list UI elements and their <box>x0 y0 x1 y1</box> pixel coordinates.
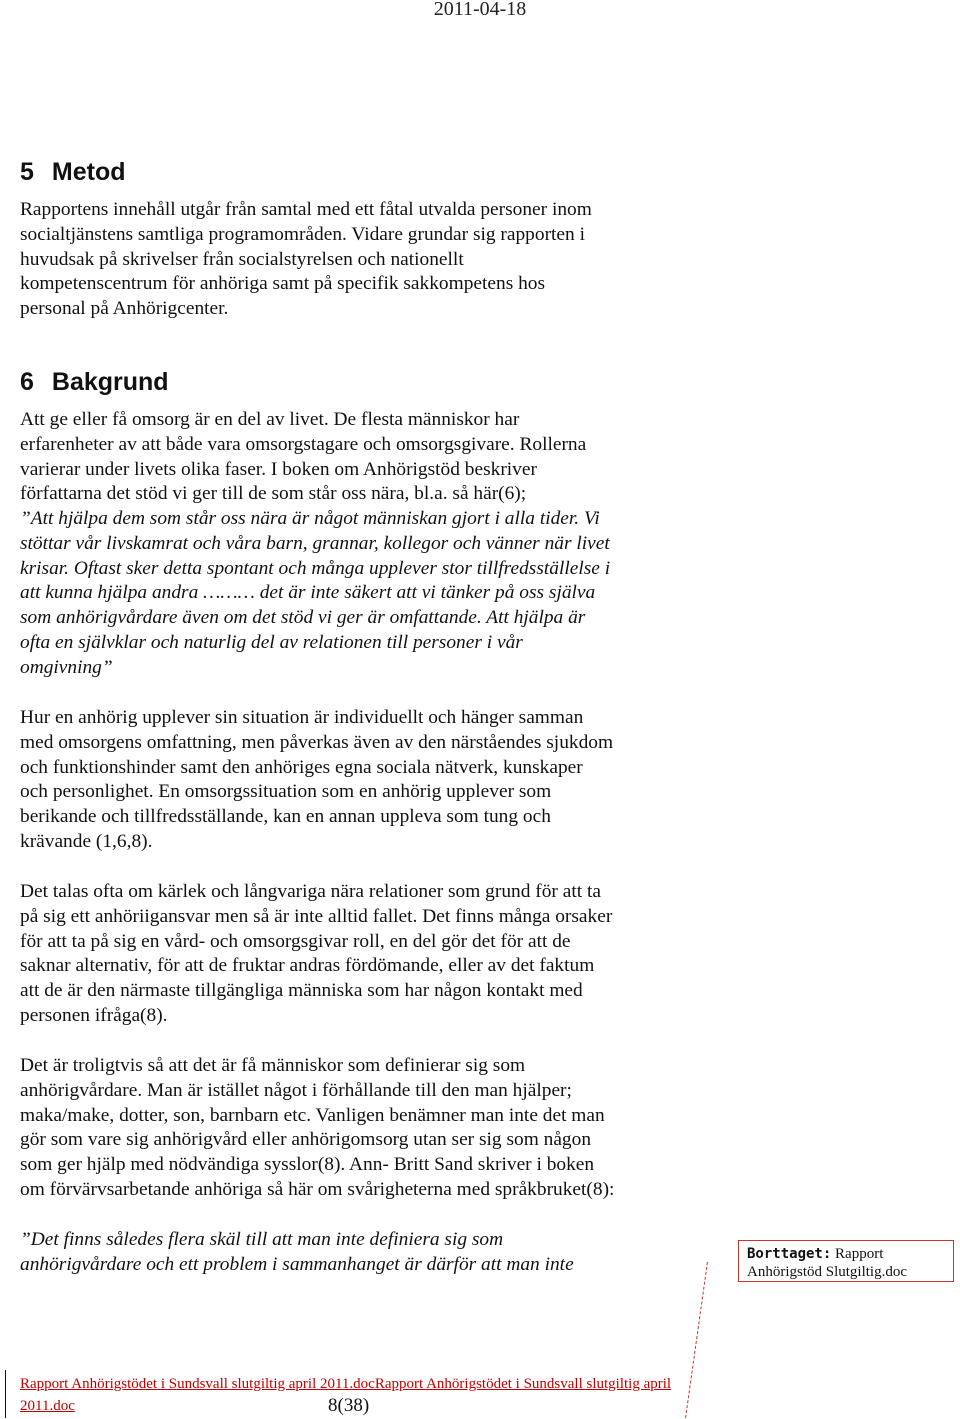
text-line: att kunna hjälpa andra ……… det är inte säkert att vi tänker på oss själva <box>20 582 596 604</box>
comment-text: Rapport Anhörigstöd Slutgiltig.doc <box>747 1246 908 1280</box>
text-line: att de är den närmaste tillgängliga människa som har någon kontakt med <box>20 980 583 1002</box>
text-line: Att ge eller få omsorg är en del av livet. De flesta människor har <box>20 409 520 430</box>
section-6-title: Bakgrund <box>51 368 169 396</box>
footer-filename-line-1: Rapport Anhörigstödet i Sundsvall slutgiltig april 2011.docRapport Anhörigstödet i Sundsvall slutgiltig april <box>20 1376 672 1392</box>
text-line: personal på Anhörigcenter. <box>20 298 229 320</box>
text-line: om förvärvsarbetande anhöriga så här om svårigheterna med språkbruket(8): <box>20 1178 615 1200</box>
revision-comment-balloon[interactable] <box>738 1240 954 1282</box>
text-line: krisar. Oftast sker detta spontant och många upplever stor tillfredsställelse i <box>20 557 611 579</box>
section-5-title: Metod <box>51 158 126 186</box>
text-line: som ger hjälp med nödvändiga sysslor(8). Ann- Britt Sand skriver i boken <box>20 1154 595 1176</box>
text-line: gör som vare sig anhörigvård eller anhörigomsorg utan ser sig som någon <box>20 1129 592 1151</box>
footer-revision-bar <box>5 1370 6 1418</box>
section-6-paragraph-4 <box>20 1054 690 1203</box>
text-line: ”Det finns således flera skäl till att man inte definiera sig som <box>20 1229 504 1250</box>
section-6-heading <box>20 368 169 397</box>
text-line: Rapportens innehåll utgår från samtal med ett fåtal utvalda personer inom <box>20 199 592 220</box>
text-line: anhörigvårdare och ett problem i sammanhanget är därför att man inte <box>20 1253 574 1275</box>
section-6-number: 6 <box>20 368 34 396</box>
header-date: 2011-04-18 <box>433 0 527 20</box>
text-line: och funktionshinder samt den anhöriges egna sociala nätverk, kunskaper <box>20 756 583 778</box>
text-line: personen ifråga(8). <box>20 1004 168 1026</box>
text-line: ofta en självklar och naturlig del av relationen till personer i vår <box>20 631 523 653</box>
footer-filename-line-2: 2011.doc <box>20 1398 75 1414</box>
text-line: maka/make, dotter, son, barnbarn etc. Vanligen benämner man inte det man <box>20 1104 605 1126</box>
text-line: med omsorgens omfattning, men påverkas även av den närståendes sjukdom <box>20 731 614 753</box>
text-line: omgivning” <box>20 656 113 678</box>
section-6-quote-1 <box>20 507 690 681</box>
section-6-quote-2 <box>20 1228 690 1278</box>
text-line: ”Att hjälpa dem som står oss nära är något människan gjort i alla tider. Vi <box>20 508 600 529</box>
text-line: Hur en anhörig upplever sin situation är individuellt och hänger samman <box>20 707 584 728</box>
section-6-paragraph-2 <box>20 706 690 855</box>
text-line: varierar under livets olika faser. I boken om Anhörigstöd beskriver <box>20 458 537 480</box>
section-5-body <box>20 198 690 322</box>
text-line: kompetenscentrum för anhöriga samt på specifik sakkompetens hos <box>20 273 546 295</box>
page-number: 8(38) <box>328 1395 370 1416</box>
section-6-paragraph-3 <box>20 880 690 1029</box>
text-line: krävande (1,6,8). <box>20 830 153 852</box>
text-line: stöttar vår livskamrat och våra barn, grannar, kollegor och vänner när livet <box>20 532 610 554</box>
section-6-paragraph-1 <box>20 408 690 507</box>
text-line: socialtjänstens samtliga programområden. Vidare grundar sig rapporten i <box>20 223 585 245</box>
text-line: erfarenheter av att både vara omsorgstagare och omsorgsgivare. Rollerna <box>20 433 587 455</box>
section-5-number: 5 <box>20 158 34 186</box>
text-line: för att ta på sig en vård- och omsorgsgivar roll, en del gör det för att de <box>20 930 571 952</box>
text-line: anhörigvårdare. Man är istället något i förhållande till den man hjälper; <box>20 1079 572 1101</box>
text-line: författarna det stöd vi ger till de som står oss nära, bl.a. så här(6); <box>20 483 527 505</box>
comment-connector-line <box>685 1262 708 1418</box>
text-line: huvudsak på skrivelser från socialstyrelsen och nationellt <box>20 248 464 270</box>
section-5-heading <box>20 158 126 187</box>
text-line: Det talas ofta om kärlek och långvariga nära relationer som grund för att ta <box>20 881 601 902</box>
text-line: berikande och tillfredsställande, kan en annan uppleva som tung och <box>20 806 551 828</box>
text-line: och personlighet. En omsorgssituation som en anhörig upplever som <box>20 781 552 803</box>
text-line: saknar alternativ, för att de fruktar andras fördömande, eller av det faktum <box>20 955 595 977</box>
comment-label: Borttaget: <box>747 1246 832 1262</box>
text-line: som anhörigvårdare även om det stöd vi ger är omfattande. Att hjälpa är <box>20 607 586 629</box>
text-line: Det är troligtvis så att det är få människor som definierar sig som <box>20 1055 526 1076</box>
text-line: på sig ett anhöriigansvar men så är inte alltid fallet. Det finns många orsaker <box>20 905 613 927</box>
